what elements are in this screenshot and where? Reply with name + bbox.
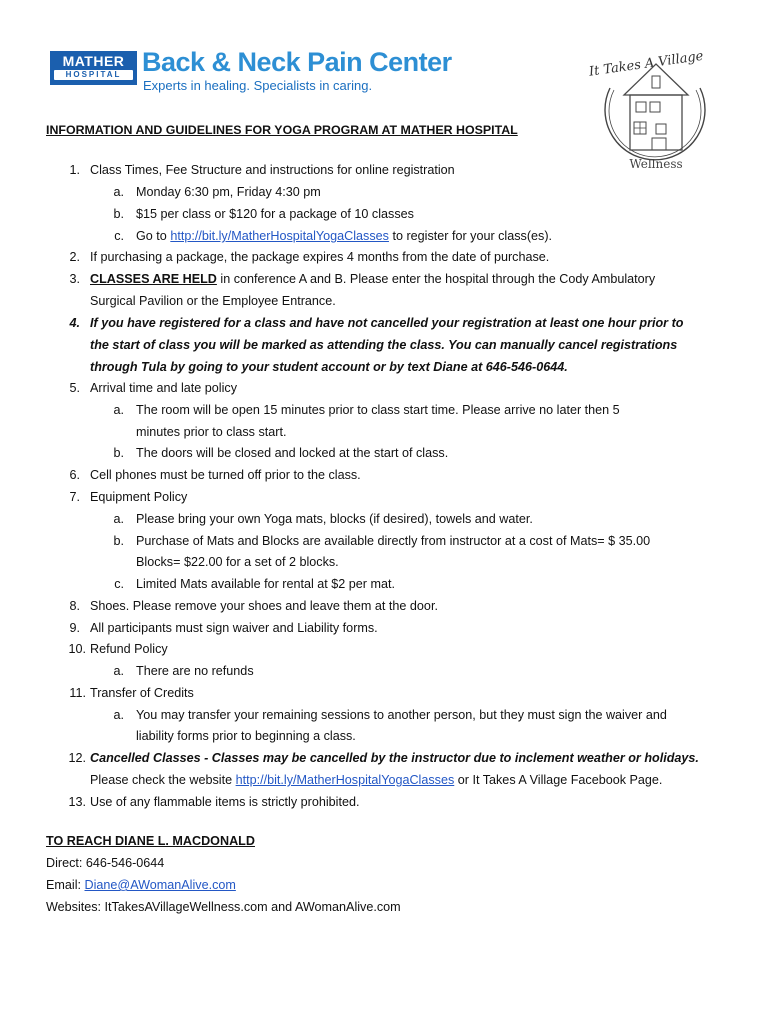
item-text: Monday 6:30 pm, Friday 4:30 pm	[136, 185, 321, 199]
item-number: 13.	[68, 795, 86, 809]
page-title: INFORMATION AND GUIDELINES FOR YOGA PROGRAM AT MATHER HOSPITAL	[46, 123, 518, 137]
item-number: 1.	[69, 163, 80, 177]
item-letter: b.	[113, 534, 124, 548]
item-text: If purchasing a package, the package expires 4 months from the date of purchase.	[90, 250, 550, 264]
item-number: 11.	[69, 686, 86, 700]
item-letter: a.	[113, 185, 124, 199]
item-letter: a.	[113, 512, 124, 526]
item-number: 4.	[69, 316, 80, 330]
item-text-continued: Surgical Pavilion or the Employee Entrance.	[90, 294, 336, 308]
item-text: Refund Policy	[90, 642, 168, 656]
item-text: Go to http://bit.ly/MatherHospitalYogaClasses to register for your class(es).	[136, 229, 553, 243]
village-wellness-logo	[584, 40, 724, 174]
contact-heading: TO REACH DIANE L. MACDONALD	[46, 834, 255, 848]
item-text: Equipment Policy	[90, 490, 188, 504]
center-name: Back & Neck Pain Center	[142, 47, 452, 77]
logo-subtext: Wellness	[629, 157, 683, 171]
item-text: Shoes. Please remove your shoes and leave them at the door.	[90, 599, 438, 613]
item-number: 2.	[69, 250, 80, 264]
item-letter: b.	[113, 207, 124, 221]
item-text: All participants must sign waiver and Liability forms.	[90, 621, 378, 635]
item-text-continued: liability forms prior to beginning a class.	[136, 729, 356, 743]
item-number: 5.	[69, 381, 80, 395]
logo-text-top: MATHER	[62, 53, 125, 69]
item-text: Please bring your own Yoga mats, blocks (if desired), towels and water.	[136, 512, 533, 526]
item-text: Arrival time and late policy	[90, 381, 237, 395]
item-text: Use of any flammable items is strictly prohibited.	[90, 795, 360, 809]
item-letter: c.	[114, 229, 124, 243]
item-number: 10.	[68, 642, 86, 656]
item-text: Purchase of Mats and Blocks are available directly from instructor at a cost of Mats= $ 35.00	[136, 534, 651, 548]
item-number: 6.	[69, 468, 80, 482]
item-number: 8.	[69, 599, 80, 613]
item-letter: b.	[113, 446, 124, 460]
item-text-continued: Please check the website http://bit.ly/MatherHospitalYogaClasses or It Takes A Village Facebook Page.	[90, 773, 663, 787]
item-text-continued: the start of class you will be marked as attending the class. You can manually cancel registrations	[90, 338, 678, 352]
item-text: Class Times, Fee Structure and instructions for online registration	[90, 163, 455, 177]
website-link[interactable]: http://bit.ly/MatherHospitalYogaClasses	[235, 773, 455, 787]
item-text: Limited Mats available for rental at $2 per mat.	[136, 577, 395, 591]
item-text: The doors will be closed and locked at the start of class.	[136, 446, 449, 460]
item-letter: a.	[113, 708, 124, 722]
contact-email: Email: Diane@AWomanAlive.com	[46, 878, 236, 892]
item-number: 3.	[69, 272, 80, 286]
item-text-continued: Blocks= $22.00 for a set of 2 blocks.	[136, 555, 339, 569]
item-number: 9.	[69, 621, 80, 635]
item-letter: c.	[114, 577, 124, 591]
item-number: 7.	[69, 490, 80, 504]
item-text: Cell phones must be turned off prior to the class.	[90, 468, 361, 482]
center-tagline: Experts in healing. Specialists in caring.	[143, 78, 373, 93]
logo-script-text: It Takes A Village	[588, 48, 705, 80]
item-text: CLASSES ARE HELD in conference A and B. Please enter the hospital through the Cody Ambulatory	[90, 272, 656, 286]
logo-text-bottom: HOSPITAL	[54, 70, 133, 80]
item-number: 12.	[68, 751, 86, 765]
item-text: $15 per class or $120 for a package of 10 classes	[136, 207, 414, 221]
item-text: The room will be open 15 minutes prior to class start time. Please arrive no later then 5	[136, 403, 620, 417]
item-text: There are no refunds	[136, 664, 254, 678]
contact-websites: Websites: ItTakesAVillageWellness.com and AWomanAlive.com	[46, 900, 401, 914]
mather-hospital-logo	[50, 51, 137, 85]
item-text-continued: minutes prior to class start.	[136, 425, 287, 439]
item-letter: a.	[113, 664, 124, 678]
item-text-continued: through Tula by going to your student account or by text Diane at 646-546-0644.	[90, 360, 568, 374]
item-text: You may transfer your remaining sessions to another person, but they must sign the waiver and	[136, 708, 667, 722]
item-text: Cancelled Classes - Classes may be cancelled by the instructor due to inclement weather or holidays.	[90, 751, 699, 765]
registration-link[interactable]: http://bit.ly/MatherHospitalYogaClasses	[170, 229, 389, 243]
item-text: If you have registered for a class and have not cancelled your registration at least one hour prior to	[90, 316, 684, 330]
item-letter: a.	[113, 403, 124, 417]
item-text: Transfer of Credits	[90, 686, 194, 700]
contact-phone: Direct: 646-546-0644	[46, 856, 165, 870]
email-link[interactable]: Diane@AWomanAlive.com	[84, 878, 236, 892]
